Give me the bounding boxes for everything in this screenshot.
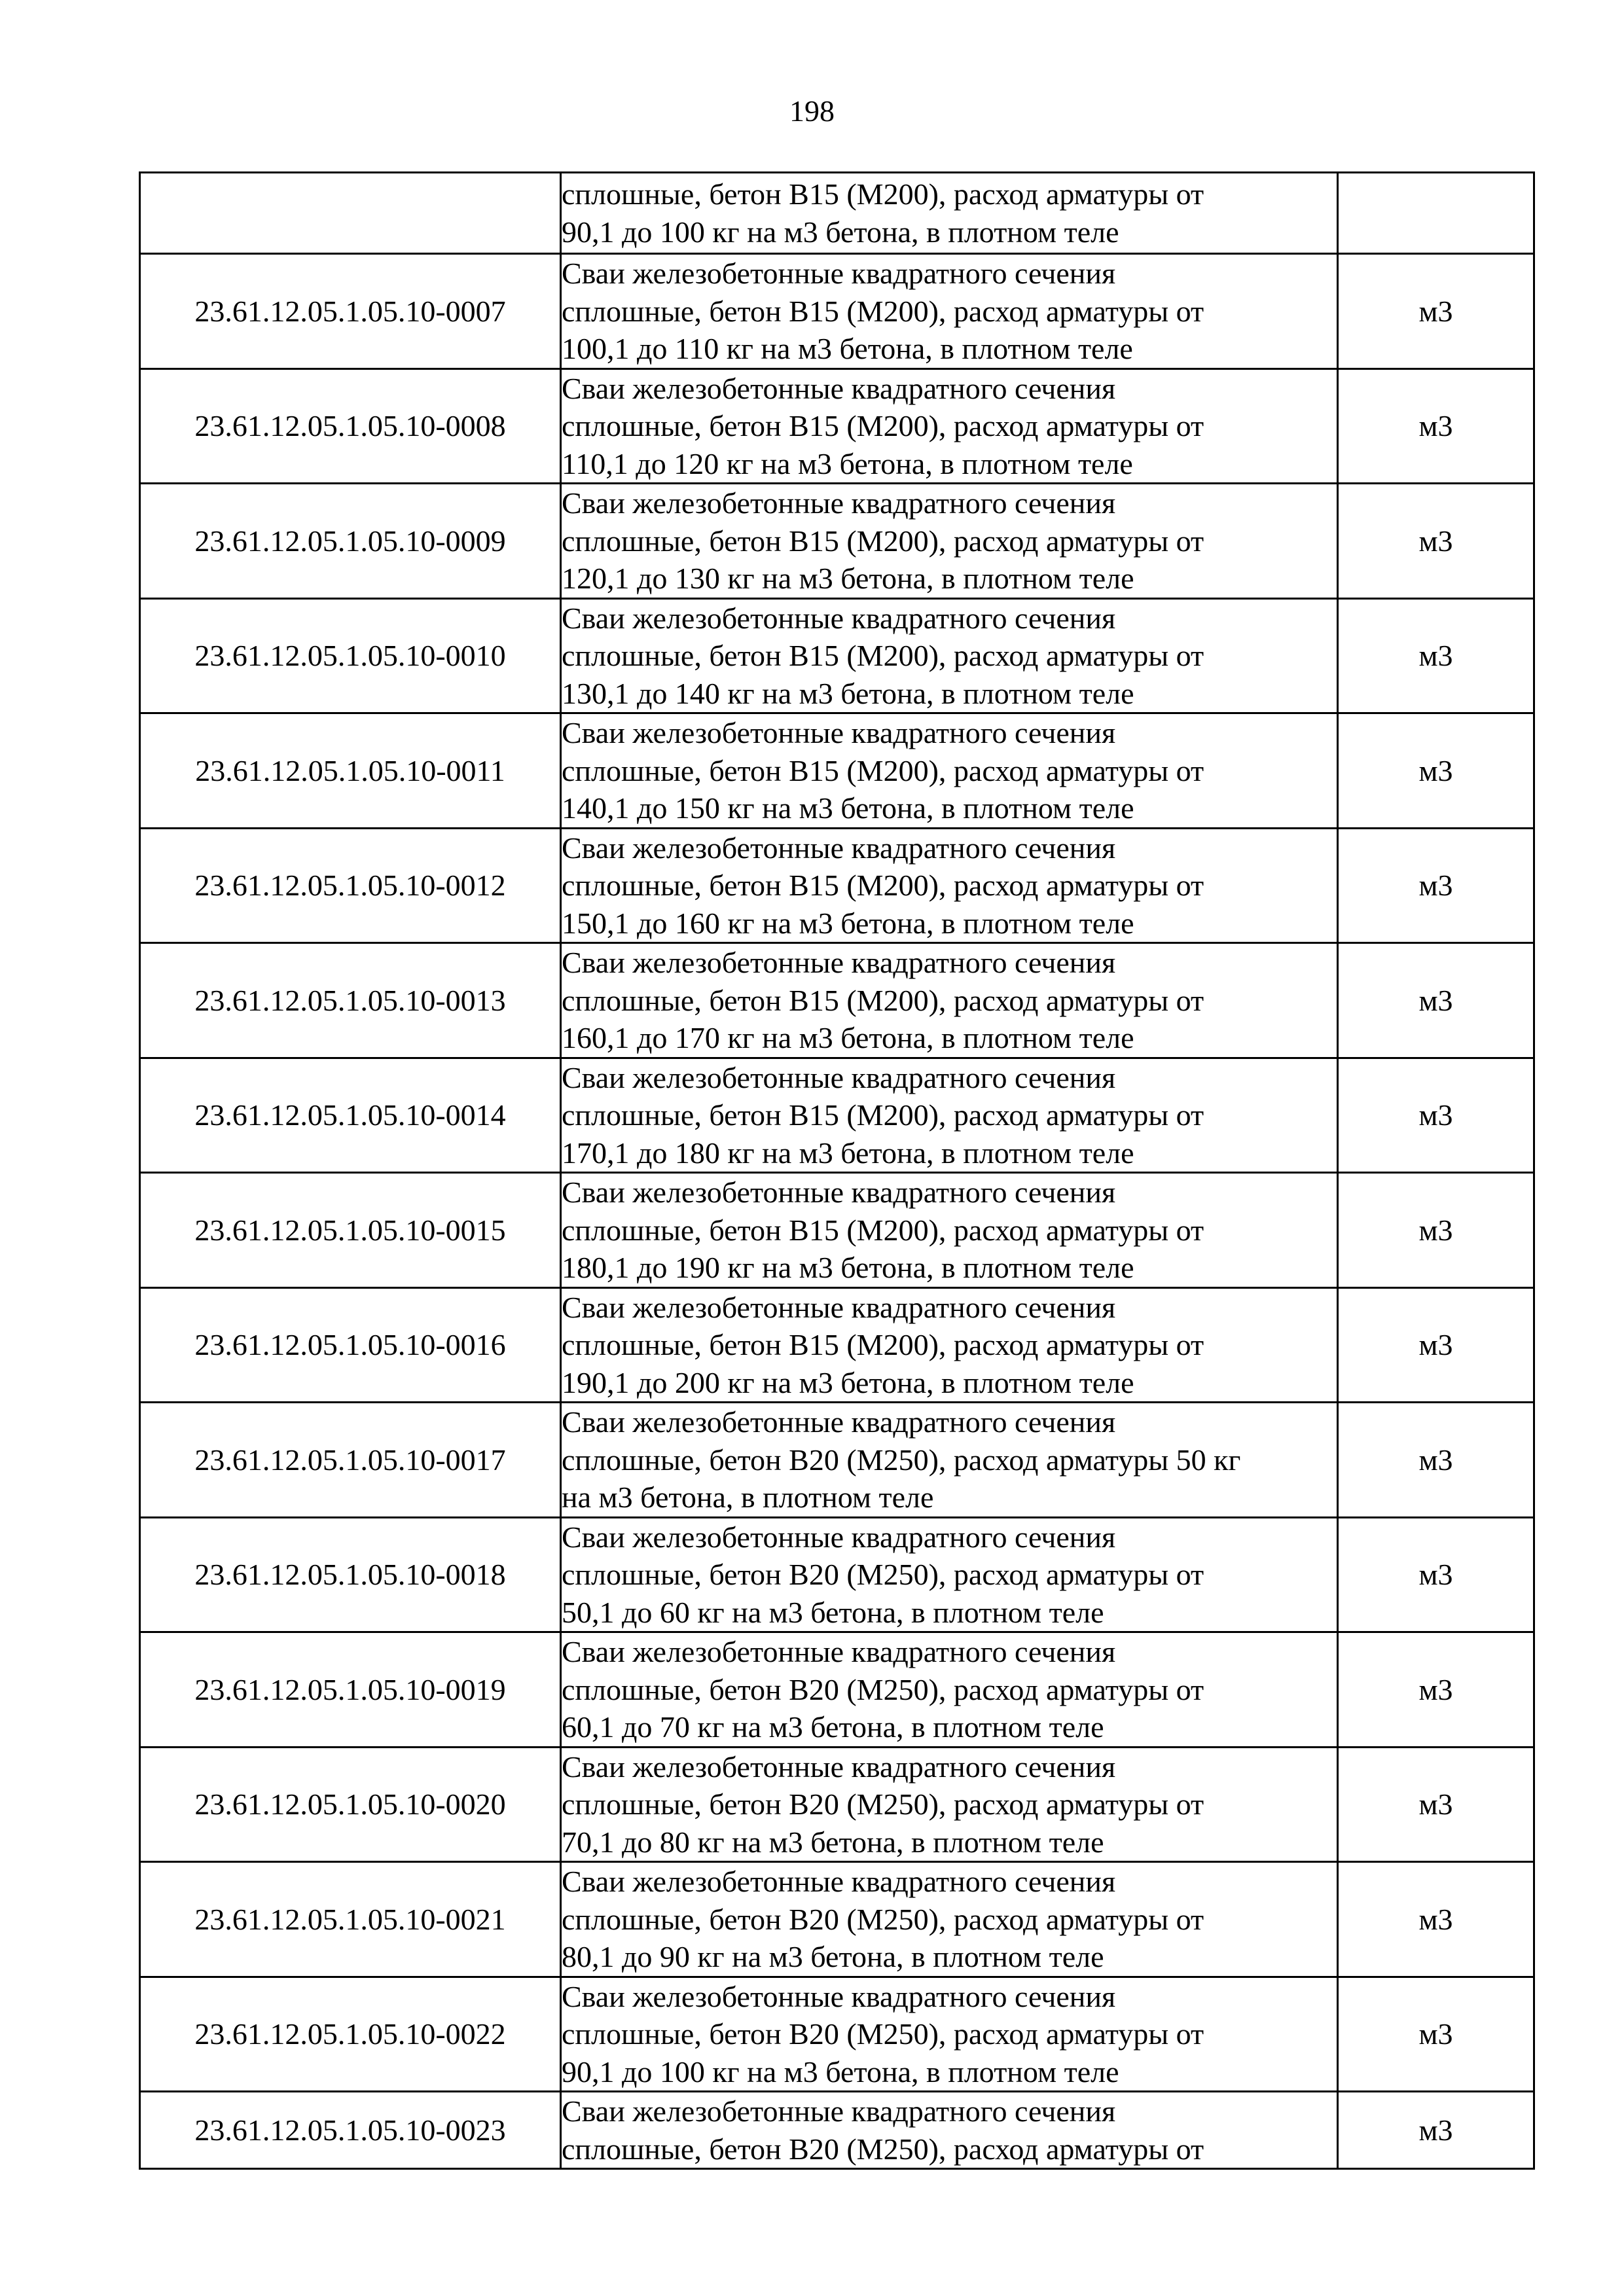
resource-code: 23.61.12.05.1.05.10-0010	[194, 639, 506, 672]
unit-cell	[1338, 1517, 1534, 1632]
resource-name: Сваи железобетонные квадратного сечения сплошные, бетон В20 (М250), расход арматуры от 50,1 до 60 кг на м3 бетона, в плотном теле	[562, 1520, 1204, 1629]
unit-cell	[1338, 1632, 1534, 1748]
resource-unit: м3	[1418, 524, 1453, 558]
code-cell	[140, 1862, 561, 1977]
resource-unit: м3	[1418, 1787, 1453, 1821]
code-cell	[140, 713, 561, 829]
resource-code: 23.61.12.05.1.05.10-0015	[194, 1213, 506, 1247]
table-row	[140, 1977, 1534, 2092]
resource-code: 23.61.12.05.1.05.10-0020	[194, 1787, 506, 1821]
unit-cell	[1338, 368, 1534, 484]
unit-cell	[1338, 2092, 1534, 2169]
resource-name: Сваи железобетонные квадратного сечения сплошные, бетон В15 (М200), расход арматуры от 170,1 до 180 кг на м3 бетона, в плотном теле	[562, 1060, 1204, 1170]
name-cell	[561, 1173, 1338, 1288]
unit-cell	[1338, 1058, 1534, 1173]
resource-code: 23.61.12.05.1.05.10-0014	[194, 1098, 506, 1132]
code-cell	[140, 1058, 561, 1173]
resource-name: Сваи железобетонные квадратного сечения сплошные, бетон В15 (М200), расход арматуры от 160,1 до 170 кг на м3 бетона, в плотном теле	[562, 946, 1204, 1054]
code-cell	[140, 1632, 561, 1748]
name-cell	[561, 1287, 1338, 1403]
resource-code: 23.61.12.05.1.05.10-0021	[194, 1902, 506, 1936]
table-row	[140, 484, 1534, 599]
code-cell	[140, 484, 561, 599]
table-row	[140, 943, 1534, 1058]
resource-unit: м3	[1418, 2017, 1453, 2051]
resource-name: сплошные, бетон В15 (М200), расход арматуры от 90,1 до 100 кг на м3 бетона, в плотном теле	[562, 177, 1204, 249]
unit-cell	[1338, 943, 1534, 1058]
resource-unit: м3	[1418, 983, 1453, 1017]
unit-cell	[1338, 173, 1534, 254]
name-cell	[561, 1403, 1338, 1518]
table-row	[140, 1403, 1534, 1518]
unit-cell	[1338, 713, 1534, 829]
table-row	[140, 1632, 1534, 1748]
table-row	[140, 1173, 1534, 1288]
code-cell	[140, 1517, 561, 1632]
resource-name: Сваи железобетонные квадратного сечения сплошные, бетон В20 (М250), расход арматуры от 90,1 до 100 кг на м3 бетона, в плотном теле	[562, 1979, 1204, 2089]
code-cell	[140, 2092, 561, 2169]
name-cell	[561, 1517, 1338, 1632]
resource-unit: м3	[1418, 753, 1453, 787]
name-cell	[561, 1058, 1338, 1173]
code-cell	[140, 828, 561, 943]
name-cell	[561, 598, 1338, 713]
resource-name: Сваи железобетонные квадратного сечения сплошные, бетон В15 (М200), расход арматуры от 180,1 до 190 кг на м3 бетона, в плотном теле	[562, 1175, 1204, 1284]
page-number: 198	[789, 94, 835, 128]
resource-code: 23.61.12.05.1.05.10-0008	[194, 409, 506, 442]
table-row	[140, 1862, 1534, 1977]
table-row	[140, 598, 1534, 713]
resource-unit: м3	[1418, 1902, 1453, 1936]
resource-code: 23.61.12.05.1.05.10-0022	[194, 2017, 506, 2051]
name-cell	[561, 173, 1338, 254]
name-cell	[561, 484, 1338, 599]
table-row	[140, 828, 1534, 943]
resource-name: Сваи железобетонные квадратного сечения сплошные, бетон В15 (М200), расход арматуры от 100,1 до 110 кг на м3 бетона, в плотном теле	[562, 257, 1204, 365]
resource-unit: м3	[1418, 294, 1453, 328]
resource-code: 23.61.12.05.1.05.10-0019	[194, 1672, 506, 1706]
code-cell	[140, 1403, 561, 1518]
code-cell	[140, 1977, 561, 2092]
name-cell	[561, 1977, 1338, 2092]
resource-name: Сваи железобетонные квадратного сечения сплошные, бетон В20 (М250), расход арматуры от 70,1 до 80 кг на м3 бетона, в плотном теле	[562, 1749, 1204, 1859]
resource-name: Сваи железобетонные квадратного сечения сплошные, бетон В15 (М200), расход арматуры от 110,1 до 120 кг на м3 бетона, в плотном теле	[562, 371, 1204, 480]
table-row	[140, 1287, 1534, 1403]
resource-code: 23.61.12.05.1.05.10-0016	[194, 1328, 506, 1361]
name-cell	[561, 2092, 1338, 2169]
unit-cell	[1338, 1403, 1534, 1518]
resource-code: 23.61.12.05.1.05.10-0017	[194, 1443, 506, 1477]
resource-name: Сваи железобетонные квадратного сечения сплошные, бетон В15 (М200), расход арматуры от 130,1 до 140 кг на м3 бетона, в плотном теле	[562, 601, 1204, 710]
table-row	[140, 1517, 1534, 1632]
code-cell	[140, 1287, 561, 1403]
table-row	[140, 713, 1534, 829]
table-row	[140, 1058, 1534, 1173]
code-cell	[140, 173, 561, 254]
resource-unit: м3	[1418, 409, 1453, 442]
resource-name: Сваи железобетонные квадратного сечения сплошные, бетон В15 (М200), расход арматуры от 120,1 до 130 кг на м3 бетона, в плотном теле	[562, 486, 1204, 595]
table-row	[140, 173, 1534, 254]
unit-cell	[1338, 598, 1534, 713]
resource-code: 23.61.12.05.1.05.10-0007	[194, 294, 506, 328]
resource-unit: м3	[1418, 2113, 1453, 2147]
unit-cell	[1338, 1862, 1534, 1977]
name-cell	[561, 828, 1338, 943]
name-cell	[561, 1632, 1338, 1748]
name-cell	[561, 254, 1338, 369]
unit-cell	[1338, 1287, 1534, 1403]
name-cell	[561, 713, 1338, 829]
code-cell	[140, 943, 561, 1058]
code-cell	[140, 368, 561, 484]
name-cell	[561, 368, 1338, 484]
resource-unit: м3	[1418, 1672, 1453, 1706]
unit-cell	[1338, 1977, 1534, 2092]
table-row	[140, 1747, 1534, 1862]
resource-code: 23.61.12.05.1.05.10-0023	[194, 2113, 506, 2147]
resource-unit: м3	[1418, 1328, 1453, 1361]
name-cell	[561, 1747, 1338, 1862]
resource-code: 23.61.12.05.1.05.10-0009	[194, 524, 506, 558]
resource-unit: м3	[1418, 1098, 1453, 1132]
resource-name: Сваи железобетонные квадратного сечения сплошные, бетон В15 (М200), расход арматуры от 140,1 до 150 кг на м3 бетона, в плотном теле	[562, 716, 1204, 825]
resource-unit: м3	[1418, 869, 1453, 902]
code-cell	[140, 254, 561, 369]
name-cell	[561, 943, 1338, 1058]
resource-name: Сваи железобетонные квадратного сечения сплошные, бетон В15 (М200), расход арматуры от 190,1 до 200 кг на м3 бетона, в плотном теле	[562, 1290, 1204, 1399]
resource-code: 23.61.12.05.1.05.10-0018	[194, 1558, 506, 1591]
code-cell	[140, 1747, 561, 1862]
resource-code: 23.61.12.05.1.05.10-0011	[195, 753, 505, 787]
code-cell	[140, 598, 561, 713]
resource-unit: м3	[1418, 1213, 1453, 1247]
table-row	[140, 368, 1534, 484]
resource-name: Сваи железобетонные квадратного сечения сплошные, бетон В20 (М250), расход арматуры от	[562, 2094, 1204, 2166]
unit-cell	[1338, 828, 1534, 943]
name-cell	[561, 1862, 1338, 1977]
resource-unit: м3	[1418, 1443, 1453, 1477]
unit-cell	[1338, 1173, 1534, 1288]
table-row	[140, 254, 1534, 369]
resource-name: Сваи железобетонные квадратного сечения сплошные, бетон В15 (М200), расход арматуры от 150,1 до 160 кг на м3 бетона, в плотном теле	[562, 831, 1204, 940]
unit-cell	[1338, 1747, 1534, 1862]
resource-table	[139, 171, 1535, 2170]
resource-name: Сваи железобетонные квадратного сечения сплошные, бетон В20 (М250), расход арматуры 50 кг на м3 бетона, в плотном теле	[562, 1405, 1241, 1514]
resource-code: 23.61.12.05.1.05.10-0013	[194, 983, 506, 1017]
code-cell	[140, 1173, 561, 1288]
resource-unit: м3	[1418, 639, 1453, 672]
resource-name: Сваи железобетонные квадратного сечения сплошные, бетон В20 (М250), расход арматуры от 60,1 до 70 кг на м3 бетона, в плотном теле	[562, 1635, 1204, 1744]
resource-unit: м3	[1418, 1558, 1453, 1591]
resource-name: Сваи железобетонные квадратного сечения сплошные, бетон В20 (М250), расход арматуры от 80,1 до 90 кг на м3 бетона, в плотном теле	[562, 1865, 1204, 1973]
unit-cell	[1338, 254, 1534, 369]
table-row	[140, 2092, 1534, 2169]
unit-cell	[1338, 484, 1534, 599]
resource-code: 23.61.12.05.1.05.10-0012	[194, 869, 506, 902]
